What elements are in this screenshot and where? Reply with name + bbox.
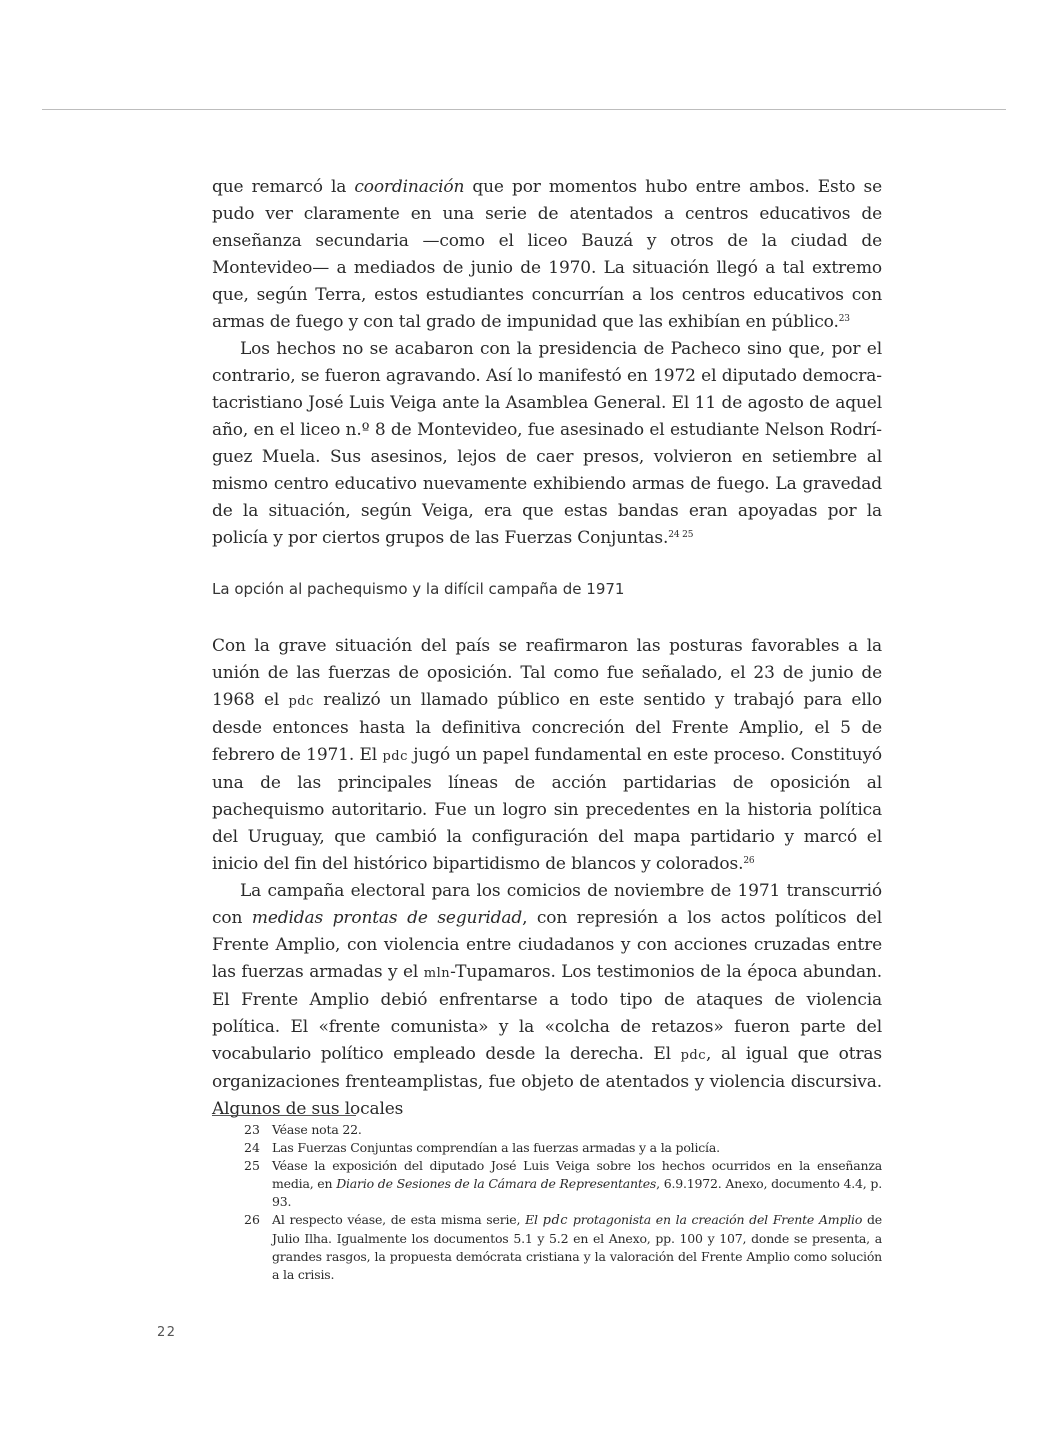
emphasis: coordinación	[354, 177, 465, 197]
paragraph: Con la grave situación del país se reafirmaron las posturas favorables a la unión de las fuerzas de oposición. Tal como fue señalado, el 23 de junio de 1968 el pdc realizó un llamado público en este sentido y trabajó para ello desde entonces hasta la definitiva concreción del Frente Amplio, el 5 de febrero de 1971. El pdc jugó un papel fundamental en este proceso. Constituyó una de las principales líneas de acción partidarias de oposición al pachequismo autoritario. Fue un logro sin precedentes en la historia política del Uruguay, que cambió la configuración del mapa partidario y marcó el inicio del fin del histórico bipartidismo de blancos y colorados.$^{26}$	[212, 636, 882, 874]
footnote-number: 23	[244, 1122, 260, 1137]
emphasis: protagonista en la creación del Frente Amplio	[568, 1212, 863, 1227]
header-rule	[42, 109, 1006, 110]
footnote-text: Véase nota 22.	[272, 1122, 362, 1137]
section-heading: La opción al pachequismo y la difícil campaña de 1971	[212, 580, 625, 598]
abbreviation: pdc	[382, 749, 408, 764]
footnote	[212, 1139, 882, 1157]
body-text-bottom	[212, 633, 882, 1123]
footnote	[212, 1157, 882, 1211]
paragraph: que remarcó la coordinación que por momentos hubo entre ambos. Esto se pudo ver claramente en una serie de atentados a centros educativos de enseñanza secundaria —como el liceo Bauzá y otros de la ciudad de Montevideo— a mediados de junio de 1970. La situación llegó a tal extremo que, según Terra, estos estudiantes concurrían a los centros educativos con armas de fuego y con tal grado de impunidad que las exhibían en público.$^{23}$	[212, 177, 882, 332]
footnote-number: 26	[244, 1212, 260, 1227]
abbreviation: pdc	[288, 694, 314, 709]
footnote-number: 24	[244, 1140, 260, 1155]
footnote-text: Las Fuerzas Conjuntas comprendían a las fuerzas armadas y a la policía.	[272, 1140, 720, 1155]
page-number: 22	[157, 1325, 177, 1340]
abbreviation: mln	[423, 966, 451, 981]
abbreviation: pdc	[542, 1213, 569, 1228]
footnote-number: 25	[244, 1158, 260, 1173]
footnote	[212, 1121, 882, 1139]
emphasis: Diario de Sesiones de la Cámara de Representantes	[336, 1176, 657, 1191]
footnotes	[212, 1121, 882, 1284]
emphasis: El	[525, 1212, 543, 1227]
footnote-ref: 26	[743, 856, 755, 866]
paragraph: La campaña electoral para los comicios de noviembre de 1971 transcurrió con medidas prontas de seguridad, con represión a los actos políticos del Frente Amplio, con violencia entre ciudadanos y con acciones cruzadas entre las fuerzas armadas y el mln-Tupamaros. Los testimonios de la época abundan. El Frente Amplio debió enfrentarse a todo tipo de ataques de violencia política. El «frente comunista» y la «colcha de retazos» fueron parte del vocabulario político empleado desde la derecha. El pdc, al igual que otras organizaciones frenteamplistas, fue objeto de atentados y violencia discursiva. Algunos de sus locales	[212, 881, 882, 1119]
abbreviation: pdc	[680, 1048, 707, 1063]
paragraph: Los hechos no se acabaron con la presidencia de Pacheco sino que, por el contrario, se fueron agravando. Así lo manifestó en 1972 el diputado democratacristiano José Luis Veiga ante la Asamblea General. El 11 de agosto de aquel año, en el liceo n.º 8 de Montevideo, fue asesinado el estudiante Nelson Rodríguez Muela. Sus asesinos, lejos de caer presos, volvieron en setiembre al mismo centro educativo nuevamente exhibiendo armas de fuego. La gravedad de la situación, según Veiga, era que estas bandas eran apoyadas por la policía y por ciertos grupos de las Fuerzas Conjuntas.$^{24 25}$	[212, 339, 882, 548]
footnote	[212, 1211, 882, 1284]
emphasis: medidas prontas de seguridad	[251, 908, 523, 928]
footnote-ref: 23	[838, 314, 850, 324]
footnote-ref: 24 25	[668, 530, 694, 540]
footnote-text: Al respecto véase, de esta misma serie, El pdc protagonista en la creación del Frente Amplio de Julio Ilha. Igualmente los documentos 5.1 y 5.2 en el Anexo, pp. 100 y 107, donde se presenta, a grandes rasgos, la propuesta demócrata cristiana y la valoración del Frente Amplio como solución a la crisis.	[272, 1212, 883, 1282]
footnote-text: Véase la exposición del diputado José Luis Veiga sobre los hechos ocurridos en la enseñanza media, en Diario de Sesiones de la Cámara de Representantes, 6.9.1972. Anexo, documento 4.4, p. 93.	[272, 1158, 882, 1209]
footnote-rule	[212, 1115, 356, 1116]
body-text-top	[212, 174, 882, 552]
